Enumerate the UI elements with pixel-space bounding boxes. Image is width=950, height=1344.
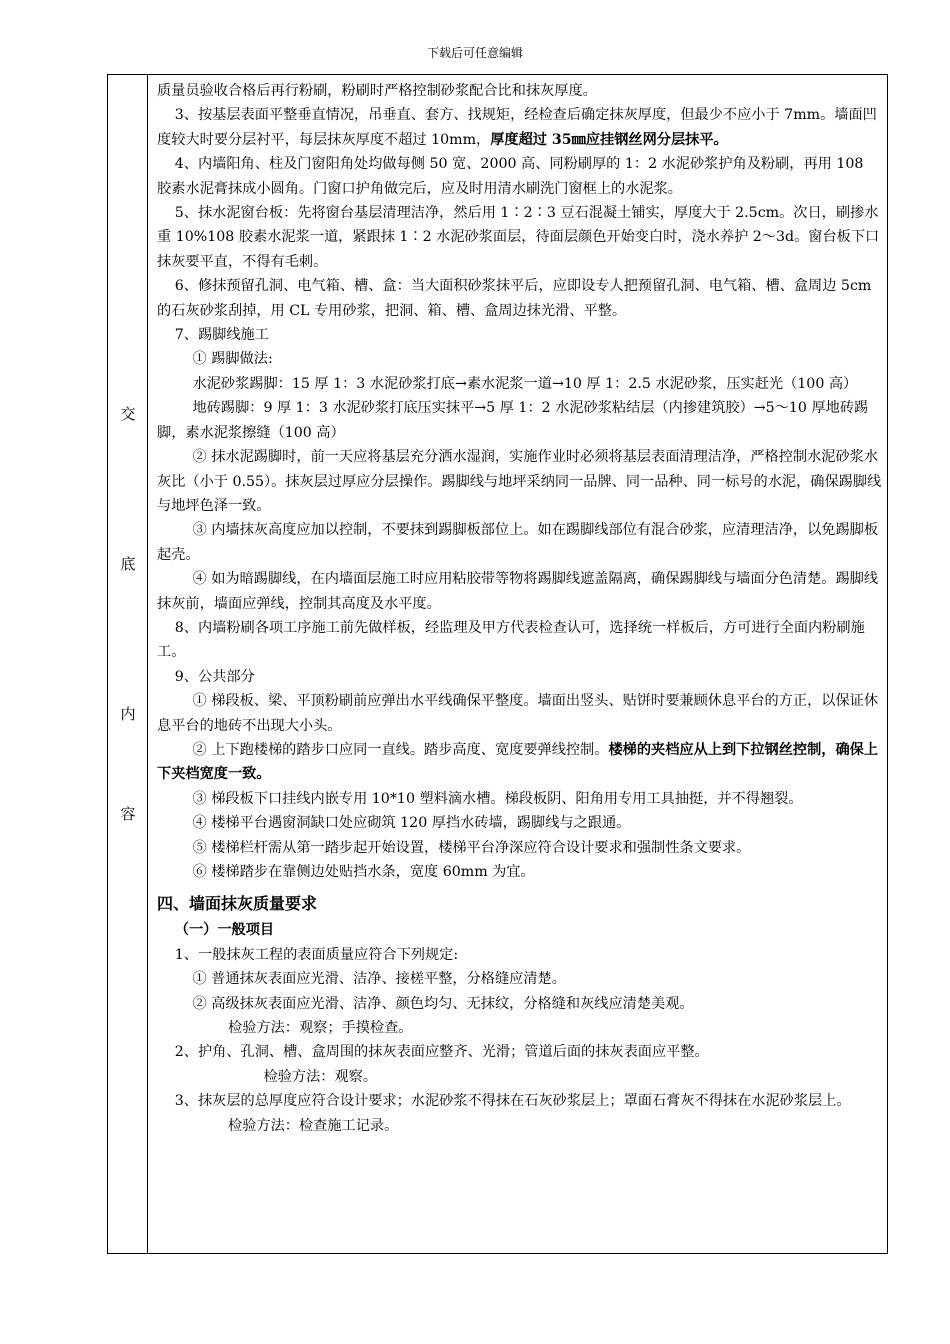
paragraph: ③ 梯段板下口挂线内嵌专用 10*10 塑料滴水槽。梯段板阴、阳角用专用工具抽挺，并不得翘裂。 — [192, 790, 803, 807]
label-char-4: 容 — [120, 805, 136, 823]
paragraph: 1、一般抹灰工程的表面质量应符合下列规定: — [174, 946, 459, 963]
paragraph: 水泥砂浆踢脚：15 厚 1：3 水泥砂浆打底→素水泥浆一道→10 厚 1：2.5 水泥砂浆，压实赶光（100 高） — [192, 375, 858, 392]
paragraph: ④ 楼梯平台遇窗洞缺口处应砌筑 120 厚挡水砖墙，踢脚线与之跟通。 — [192, 815, 631, 832]
paragraph: ② 高级抹灰表面应光滑、洁净、颜色均匀、无抹纹，分格缝和灰线应清楚美观。 — [192, 995, 694, 1012]
paragraph: ① 踢脚做法: — [192, 351, 273, 368]
section-title: 四、墙面抹灰质量要求 — [157, 894, 318, 914]
paragraph: ⑤ 楼梯栏杆需从第一踏步起开始设置，楼梯平台净深应符合设计要求和强制性条文要求。 — [192, 839, 751, 856]
document-table — [107, 74, 888, 1254]
paragraph: 8、内墙粉刷各项工序施工前先做样板，经监理及甲方代表检查认可，选择统一样板后，方可进行全面内粉刷施工。 — [157, 619, 865, 661]
label-char-1: 交 — [120, 405, 136, 423]
paragraph: ⑥ 楼梯踏步在靠侧边处贴挡水条，宽度 60mm 为宜。 — [192, 864, 535, 880]
subsection-title: （一）一般项目 — [174, 922, 275, 939]
paragraph: 4、内墙阳角、柱及门窗阳角处均做每侧 50 宽、2000 高、同粉刷厚的 1：2 水泥砂浆护角及粉刷，再用 108 胶素水泥膏抹成小圆角。门窗口护角做完后，应及时用清水刷洗门窗框上的水泥浆。 — [157, 156, 864, 197]
paragraph: ① 梯段板、梁、平顶粉刷前应弹出水平线确保平整度。墙面出竖头、贴饼时要兼顾休息平台的方正，以保证休息平台的地砖不出现大小头。 — [157, 693, 879, 734]
paragraph: 2、护角、孔洞、槽、盒周围的抹灰表面应整齐、光滑；管道后面的抹灰表面应平整。 — [174, 1044, 709, 1061]
paragraph: 5、抹水泥窗台板：先将窗台基层清理洁净，然后用 1∶2∶3 豆石混凝土铺实，厚度大于 2.5cm。次日，刷掺水重 10%108 胶素水泥浆一道，紧跟抹 1∶2 水泥砂浆面层，待面层颜色开始变白时，浇水养护 2～3d。窗台板下口抹灰要平直，不得有毛刺。 — [157, 205, 880, 270]
label-char-2: 底 — [120, 555, 136, 573]
paragraph: 检验方法：观察。 — [263, 1068, 378, 1085]
content-body — [157, 79, 882, 1138]
label-column — [108, 75, 148, 1253]
paragraph: 3、抹灰层的总厚度应符合设计要求；水泥砂浆不得抹在石灰砂浆层上；罩面石膏灰不得抹在水泥砂浆层上。 — [174, 1093, 851, 1110]
text-span: ② 上下跑楼梯的踏步口应同一直线。踏步高度、宽度要弹线控制。 — [192, 741, 609, 758]
paragraph: 检验方法：观察；手摸检查。 — [228, 1020, 413, 1037]
label-char-3: 内 — [120, 705, 136, 723]
paragraph — [157, 738, 882, 787]
bold-text: 楼梯的夹档应从上到下拉钢丝控制，确保上下夹档宽度一致。 — [157, 741, 879, 783]
paragraph: ① 普通抹灰表面应光滑、洁净、接槎平整，分格缝应清楚。 — [192, 971, 566, 988]
paragraph: 地砖踢脚：9 厚 1：3 水泥砂浆打底压实抹平→5 厚 1：2 水泥砂浆粘结层（内掺建筑胶）→5～10 厚地砖踢脚，素水泥浆擦缝（100 高） — [157, 400, 869, 441]
paragraph: 质量员验收合格后再行粉刷，粉刷时严格控制砂浆配合比和抹灰厚度。 — [157, 83, 597, 99]
text-span: 3、按基层表面平整垂直情况，吊垂直、套方、找规矩，经检查后确定抹灰厚度，但最少不应小于 7mm。墙面凹度较大时要分层衬平，每层抹灰厚度不超过 10mm， — [157, 107, 877, 148]
paragraph: ④ 如为暗踢脚线，在内墙面层施工时应用粘胶带等物将踢脚线遮盖隔离，确保踢脚线与墙面分色清楚。踢脚线抹灰前，墙面应弹线，控制其高度及水平度。 — [157, 571, 879, 612]
bold-text: 厚度超过 35㎜应挂钢丝网分层抹平。 — [490, 131, 728, 148]
paragraph: 7、踢脚线施工 — [174, 327, 269, 344]
paragraph — [157, 103, 882, 152]
paragraph: ② 抹水泥踢脚时，前一天应将基层充分洒水湿润，实施作业时必须将基层表面清理洁净，严格控制水泥砂浆水灰比（小于 0.55）。抹灰层过厚应分层操作。踢脚线与地坪采纳同一品牌、同一品种、同一标号的水泥，确保踢脚线与地坪色泽一致。 — [157, 449, 882, 514]
paragraph: 6、修抹预留孔洞、电气箱、槽、盒：当大面积砂浆抹平后，应即设专人把预留孔洞、电气箱、槽、盒周边 5cm 的石灰砂浆刮掉，用 CL 专用砂浆，把洞、箱、槽、盒周边抹光滑、平整。 — [157, 278, 872, 319]
paragraph: 检验方法：检查施工记录。 — [228, 1117, 399, 1134]
paragraph: 9、公共部分 — [174, 668, 255, 685]
paragraph: ③ 内墙抹灰高度应加以控制，不要抹到踢脚板部位上。如在踢脚线部位有混合砂浆，应清理洁净，以免踢脚板起壳。 — [157, 522, 879, 563]
page-header: 下载后可任意编辑 — [426, 46, 523, 60]
